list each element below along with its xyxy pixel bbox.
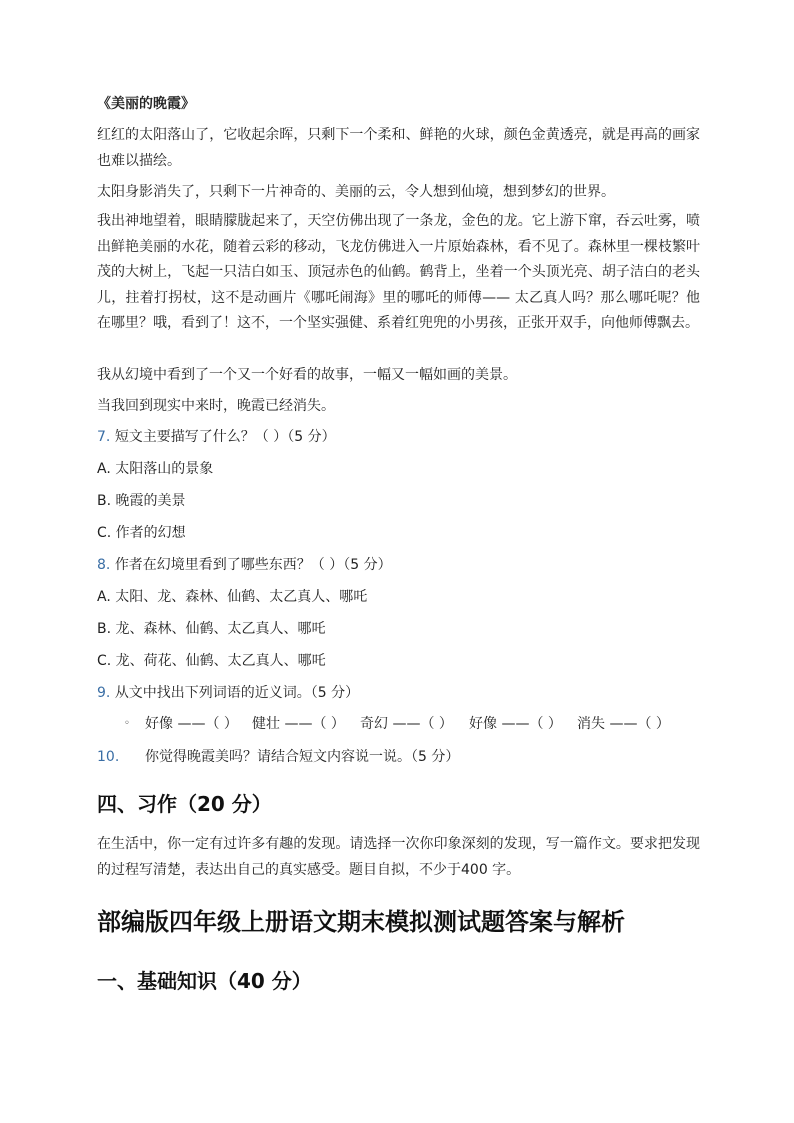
writing-prompt: 在生活中，你一定有过许多有趣的发现。请选择一次你印象深刻的发现，写一篇作文。要求把发现的过程写清楚，表达出自己的真实感受。题目自拟，不少于400 字。 [97, 836, 700, 878]
question-8-option-b: B. 龙、森林、仙鹤、太乙真人、哪吒 [97, 621, 326, 637]
question-number: 7. [97, 429, 111, 445]
passage-paragraph-4: 我从幻境中看到了一个又一个好看的故事，一幅又一幅如画的美景。 [97, 367, 517, 383]
passage-paragraph-2: 太阳身影消失了，只剩下一片神奇的、美丽的云，令人想到仙境，想到梦幻的世界。 [97, 184, 615, 200]
synonym-item-4: 好像 ——（ ） [469, 716, 562, 732]
question-8-option-c: C. 龙、荷花、仙鹤、太乙真人、哪吒 [97, 653, 326, 669]
passage-title: 《美丽的晚霞》 [97, 96, 195, 112]
question-8-option-a: A. 太阳、龙、森林、仙鹤、太乙真人、哪吒 [97, 589, 368, 605]
question-number: 8. [97, 557, 111, 573]
synonym-item-3: 奇幻 ——（ ） [360, 716, 453, 732]
passage-paragraph-3: 我出神地望着，眼睛朦胧起来了，天空仿佛出现了一条龙，金色的龙。它上游下窜，吞云吐雾，喷出鲜艳美丽的水花，随着云彩的移动，飞龙仿佛进入一片原始森林，看不见了。森林里一棵枝繁叶茂的大树上，飞起一只洁白如玉、顶冠赤色的仙鹤。鹤背上，坐着一个头顶光亮、胡子洁白的老头儿，拄着打拐杖，这不是动画片《哪吒闹海》里的哪吒的师傅—— 太乙真人吗？那么哪吒呢？他在哪里？哦，看到了！这不，一个坚实强健、系着红兜兜的小男孩，正张开双手，向他师傅飘去。 [97, 213, 700, 331]
section-heading-writing: 四、习作（20 分） [97, 792, 272, 816]
answers-section-heading: 一、基础知识（40 分） [97, 969, 312, 993]
synonym-item-1: 好像 ——（ ） [145, 716, 238, 732]
question-7 [97, 427, 700, 447]
question-text: 从文中找出下列词语的近义词。（5 分） [114, 685, 360, 701]
question-text: 你觉得晚霞美吗？请结合短文内容说一说。（5 分） [145, 749, 460, 765]
passage-paragraph-1: 红红的太阳落山了，它收起余晖，只剩下一个柔和、鲜艳的火球，颜色金黄透亮，就是再高的画家也难以描绘。 [97, 127, 700, 169]
synonym-item-5: 消失 ——（ ） [577, 716, 670, 732]
passage-paragraph-5: 当我回到现实中来时，晚霞已经消失。 [97, 398, 335, 414]
bullet-icon: ◦ [124, 718, 130, 729]
question-text: 作者在幻境里看到了哪些东西？（ ）（5 分） [114, 557, 392, 573]
answers-title: 部编版四年级上册语文期末模拟测试题答案与解析 [97, 908, 625, 936]
question-10 [97, 747, 700, 767]
question-number: 10. [97, 749, 120, 765]
question-number: 9. [97, 685, 111, 701]
question-7-option-a: A. 太阳落山的景象 [97, 461, 214, 477]
question-7-option-c: C. 作者的幻想 [97, 525, 186, 541]
question-8 [97, 555, 700, 575]
question-7-option-b: B. 晚霞的美景 [97, 493, 186, 509]
question-text: 短文主要描写了什么？（ ）（5 分） [114, 429, 336, 445]
synonym-item-2: 健壮 ——（ ） [252, 716, 345, 732]
question-9 [97, 683, 700, 703]
